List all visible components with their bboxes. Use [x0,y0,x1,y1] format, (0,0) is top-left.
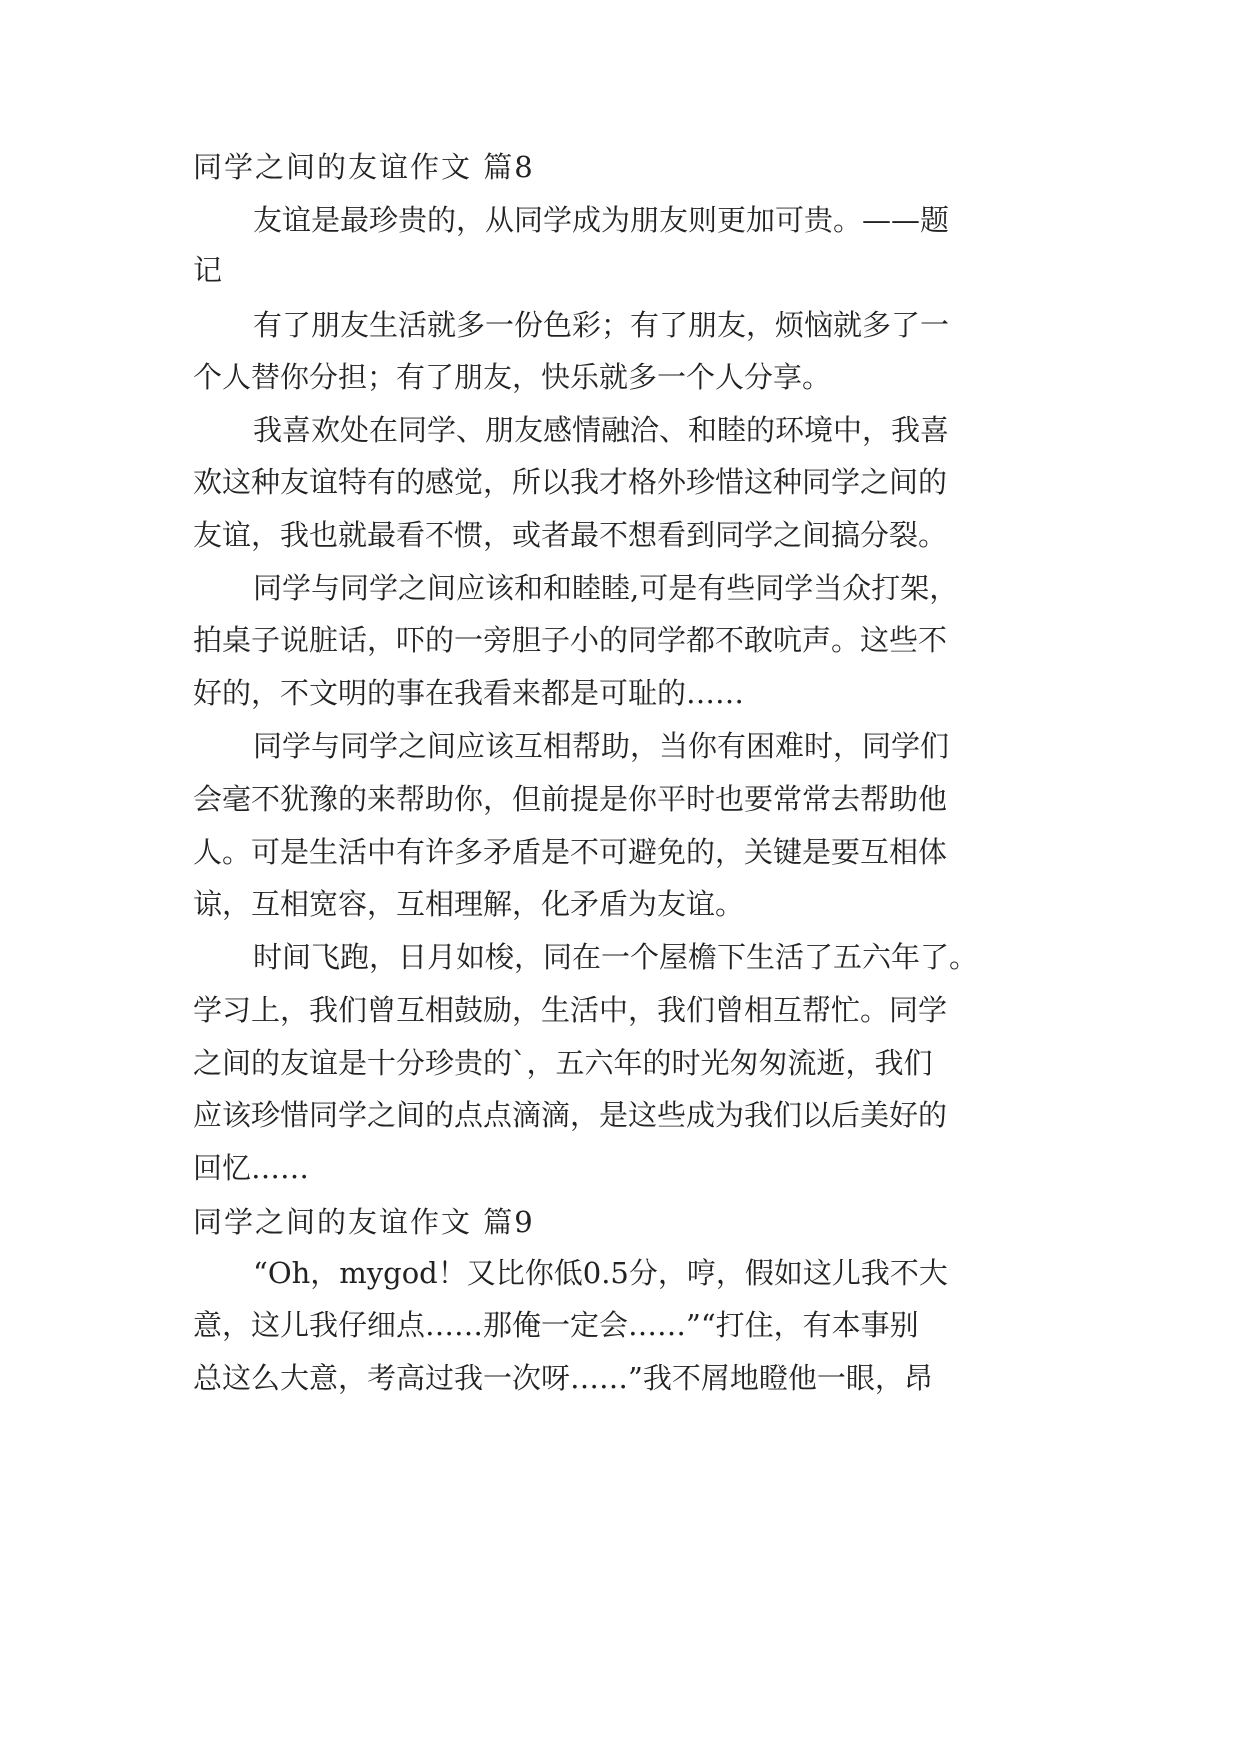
paragraph-line: 谅，互相宽容，互相理解，化矛盾为友谊。 [193,887,745,921]
section-heading-8: 同学之间的友谊作文 篇8 [193,150,535,184]
paragraph-line: 同学与同学之间应该和和睦睦,可是有些同学当众打架， [253,571,959,605]
paragraph-line: 学习上，我们曾互相鼓励，生活中，我们曾相互帮忙。同学 [193,993,948,1027]
paragraph-line: 会毫不犹豫的来帮助你，但前提是你平时也要常常去帮助他 [193,782,948,816]
paragraph-line: “Oh，mygod！又比你低0.5分，哼，假如这儿我不大 [253,1256,948,1290]
paragraph-line: 应该珍惜同学之间的点点滴滴，是这些成为我们以后美好的 [193,1098,948,1132]
paragraph-line: 友谊，我也就最看不惯，或者最不想看到同学之间搞分裂。 [193,518,948,552]
paragraph-line: 欢这种友谊特有的感觉，所以我才格外珍惜这种同学之间的 [193,465,948,499]
paragraph-line: 我喜欢处在同学、朋友感情融洽、和睦的环境中，我喜 [253,413,950,447]
paragraph-line: 意，这儿我仔细点……那俺一定会……”“打住，有本事别 [193,1308,919,1342]
paragraph-line: 之间的友谊是十分珍贵的`，五六年的时光匆匆流逝，我们 [193,1046,933,1080]
paragraph-line: 好的，不文明的事在我看来都是可耻的…… [193,676,745,710]
paragraph-line: 总这么大意，考高过我一次呀……”我不屑地瞪他一眼，昂 [193,1361,933,1395]
paragraph-line: 拍桌子说脏话，吓的一旁胆子小的同学都不敢吭声。这些不 [193,623,948,657]
paragraph-line: 有了朋友生活就多一份色彩；有了朋友，烦恼就多了一 [253,308,950,342]
paragraph-line: 回忆…… [193,1151,310,1185]
paragraph-line: 友谊是最珍贵的，从同学成为朋友则更加可贵。——题 [253,203,950,237]
paragraph-line: 个人替你分担；有了朋友，快乐就多一个人分享。 [193,360,832,394]
paragraph-line: 人。可是生活中有许多矛盾是不可避免的，关键是要互相体 [193,835,948,869]
paragraph-line: 同学与同学之间应该互相帮助，当你有困难时，同学们 [253,729,950,763]
paragraph-line: 记 [193,253,223,287]
paragraph-line: 时间飞跑，日月如梭，同在一个屋檐下生活了五六年了。 [253,940,979,974]
section-heading-9: 同学之间的友谊作文 篇9 [193,1205,535,1239]
